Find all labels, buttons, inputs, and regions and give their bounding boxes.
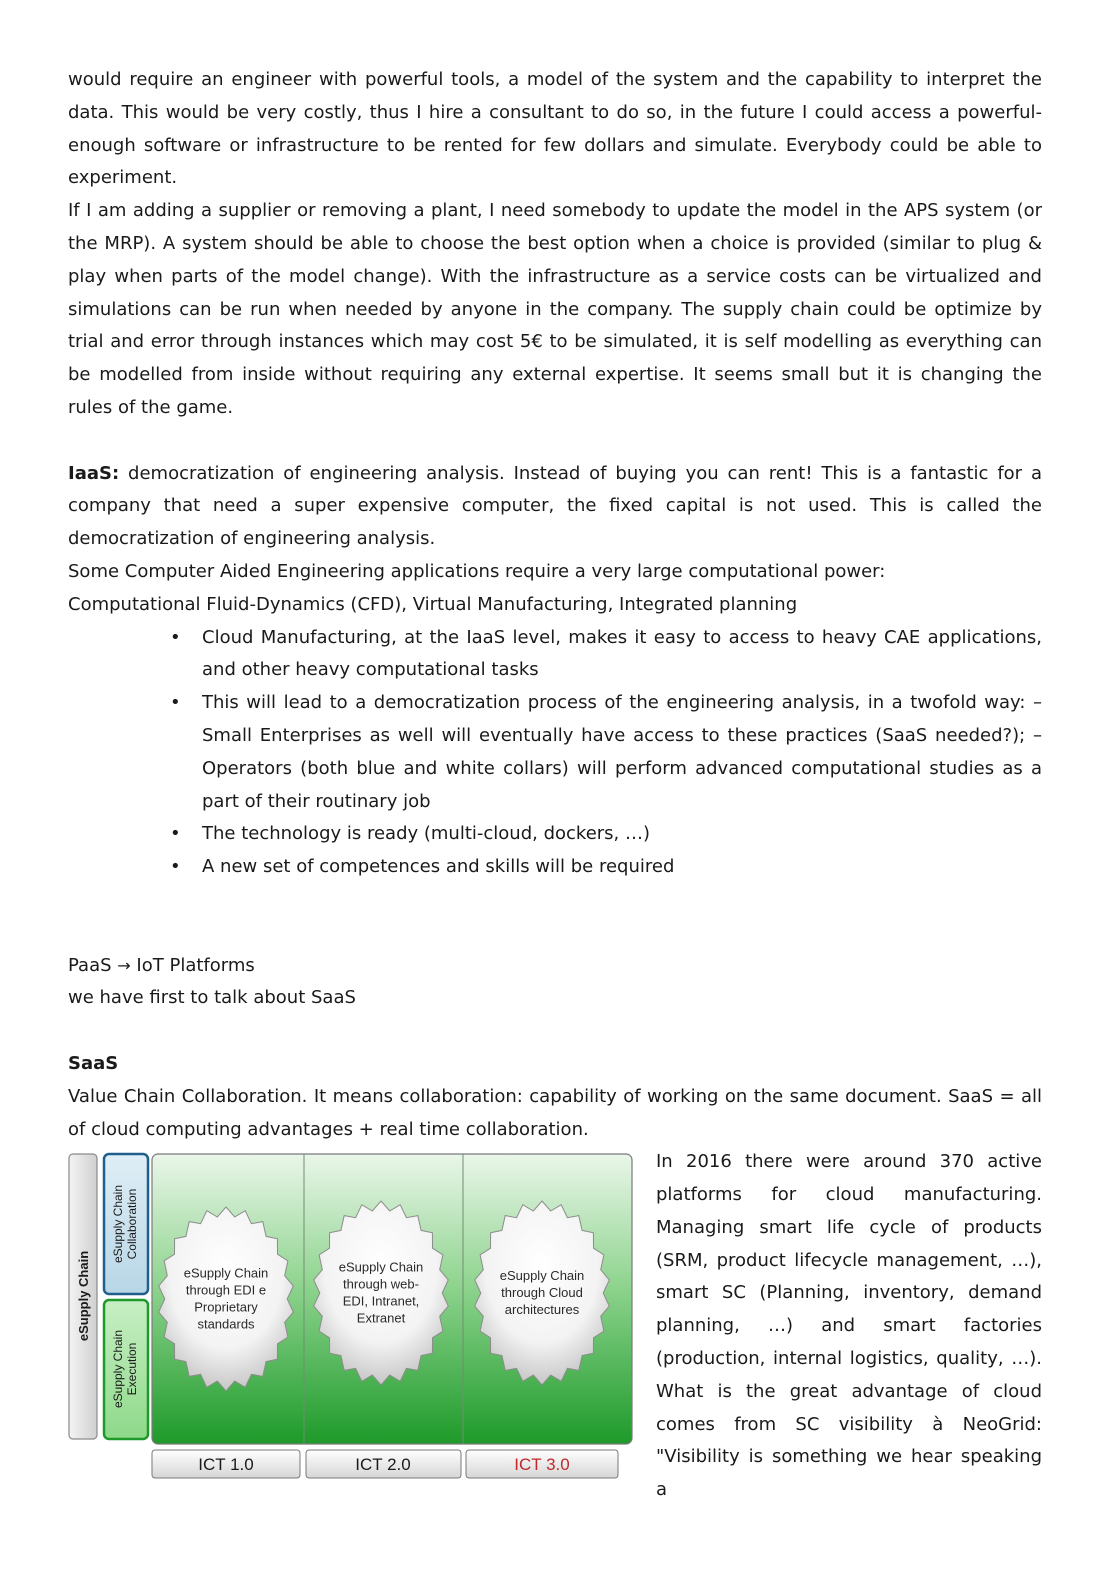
ict-3-label: ICT 3.0 bbox=[514, 1455, 570, 1475]
execution-label-line1: eSupply Chain bbox=[111, 1330, 125, 1409]
side-text-column bbox=[656, 1146, 1042, 1507]
list-item: • The technology is ready (multi-cloud, dockers, …) bbox=[68, 818, 1042, 851]
cloud-label-cloud bbox=[500, 1268, 585, 1317]
saas-heading bbox=[68, 1048, 1042, 1081]
list-item: • This will lead to a democratization process of the engineering analysis, in a twofold way: – Small Enterprises as well will eventually have access to these practices (SaaS needed?); – Operators (both blue and white collars) will perform advanced computational studies as a part of their routinary job bbox=[68, 687, 1042, 818]
esupply-chain-diagram bbox=[68, 1152, 634, 1480]
paragraph-platforms: In 2016 there were around 370 active platforms for cloud manufacturing. Managing smart life cycle of products (SRM, product lifecycle management, …), smart SC (Planning, inventory, demand planning, …) and smart factories (production, internal logistics, quality, …). What is the great advantage of cloud comes from SC visibility à NeoGrid: "Visibility is something we hear speaking a bbox=[656, 1151, 1042, 1501]
ict-1-label: ICT 1.0 bbox=[198, 1455, 254, 1475]
figure-section bbox=[68, 1146, 1042, 1501]
cloud-text-line: eSupply Chain bbox=[183, 1265, 269, 1281]
esupply-chain-label: eSupply Chain bbox=[76, 1251, 91, 1342]
document-page bbox=[68, 64, 1042, 1501]
paragraph-saas-intro: we have first to talk about SaaS bbox=[68, 987, 356, 1009]
execution-label-line2: Execution bbox=[125, 1342, 139, 1396]
iot-label: IoT Platforms bbox=[136, 954, 255, 976]
cloud-text-line: through web- bbox=[343, 1276, 419, 1292]
collaboration-label-line1: eSupply Chain bbox=[111, 1185, 125, 1264]
paragraph-paas bbox=[68, 950, 1042, 983]
cloud-text-line: architectures bbox=[504, 1302, 580, 1318]
paragraph-aps: If I am adding a supplier or removing a plant, I need somebody to update the model in the APS system (or the MRP). A system should be able to choose the best option when a choice is provided (similar to plug & play when parts of the model change). With the infrastructure as a service costs can be virtualized and simulations can be run when needed by anyone in the company. The supply chain could be optimize by trial and error through instances which may cost 5€ to be simulated, it is self modelling as everything can be modelled from inside without requiring any external expertise. It seems small but it is changing the rules of the game. bbox=[68, 200, 1042, 418]
paas-label: PaaS bbox=[68, 954, 112, 976]
list-item: • A new set of competences and skills will be required bbox=[68, 851, 1042, 884]
iaas-text: democratization of engineering analysis. Instead of buying you can rent! This is a fantastic for a company that need a super expensive computer, the fixed capital is not used. This is called the democratization of engineering analysis. bbox=[68, 462, 1042, 550]
paragraph-intro: would require an engineer with powerful tools, a model of the system and the capability to interpret the data. This would be very costly, thus I hire a consultant to do so, in the future I could access a powerful-enough software or infrastructure to be rented for few dollars and simulate. Everybody could be able to experiment. bbox=[68, 69, 1042, 189]
paragraph-cfd: Computational Fluid-Dynamics (CFD), Virtual Manufacturing, Integrated planning bbox=[68, 593, 798, 615]
paragraph-iaas bbox=[68, 458, 1042, 556]
cloud-text-line: Proprietary bbox=[194, 1299, 258, 1315]
cloud-text-line: Extranet bbox=[356, 1310, 406, 1326]
paragraph-saas: Value Chain Collaboration. It means collaboration: capability of working on the same document. SaaS = all of cloud computing advantages + real time collaboration. bbox=[68, 1085, 1042, 1140]
paragraph-cae: Some Computer Aided Engineering applications require a very large computational power: bbox=[68, 560, 886, 582]
cloud-text-line: standards bbox=[197, 1316, 255, 1332]
iaas-bullet-list bbox=[68, 622, 1042, 884]
cloud-text-line: eSupply Chain bbox=[338, 1259, 424, 1275]
iaas-label: IaaS: bbox=[68, 462, 120, 484]
ict-2-label: ICT 2.0 bbox=[355, 1455, 411, 1475]
arrow-right-icon: → bbox=[117, 955, 131, 975]
collaboration-label-line2: Collaboration bbox=[125, 1188, 139, 1260]
cloud-text-line: through EDI e bbox=[185, 1282, 267, 1298]
cloud-text-line: through Cloud bbox=[501, 1285, 583, 1301]
cloud-text-line: eSupply Chain bbox=[499, 1268, 585, 1284]
cloud-text-line: EDI, Intranet, bbox=[342, 1293, 420, 1309]
list-item: • Cloud Manufacturing, at the IaaS level, makes it easy to access to heavy CAE applications, and other heavy computational tasks bbox=[68, 622, 1042, 688]
saas-heading-text: SaaS bbox=[68, 1052, 119, 1074]
